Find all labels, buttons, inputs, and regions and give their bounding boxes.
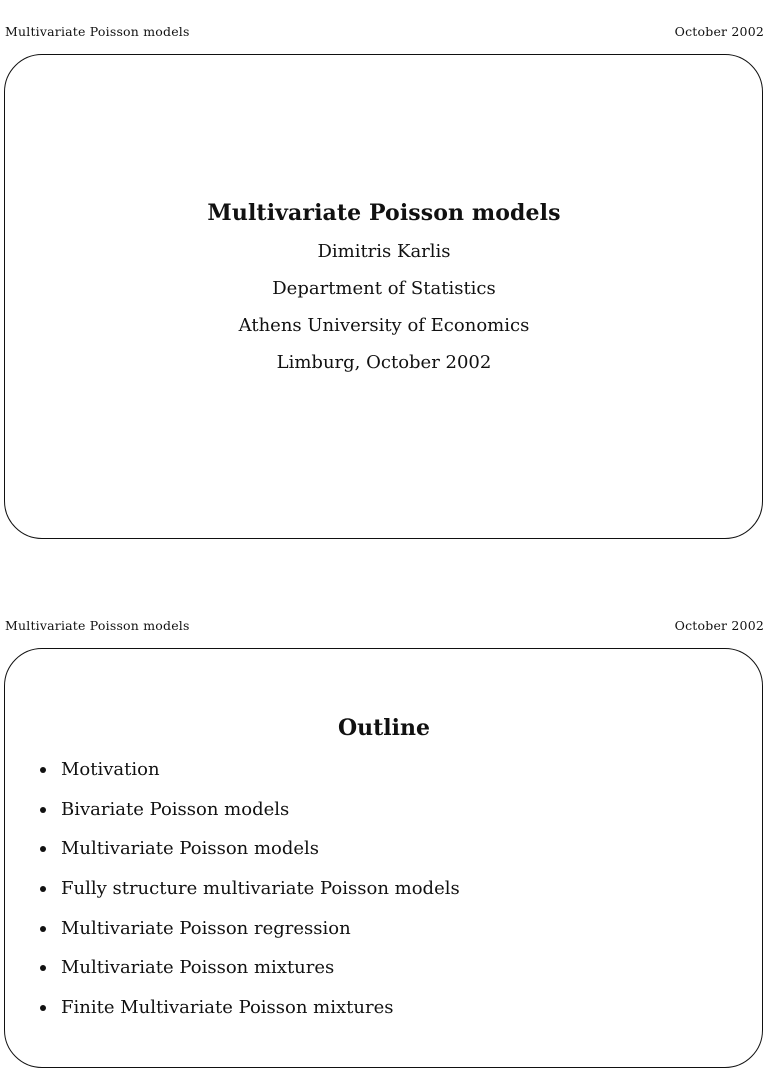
author-name: Dimitris Karlis [317, 241, 451, 262]
bullet-icon [40, 926, 46, 932]
department: Department of Statistics [272, 278, 496, 299]
list-item-text: Motivation [61, 759, 160, 780]
list-item [40, 757, 460, 797]
list-item [40, 836, 460, 876]
bullet-icon [40, 1005, 46, 1011]
outline-title: Outline [337, 715, 431, 741]
slide-1-header-title: Multivariate Poisson models [5, 24, 190, 39]
list-item [40, 995, 460, 1035]
slide-2-header-title: Multivariate Poisson models [5, 618, 190, 633]
list-item [40, 876, 460, 916]
list-item-text: Multivariate Poisson mixtures [61, 957, 335, 979]
bullet-icon [40, 807, 46, 813]
slide-1-title: Multivariate Poisson models [207, 200, 561, 226]
list-item-text: Multivariate Poisson models [61, 838, 320, 860]
list-item [40, 916, 460, 956]
list-item-text: Multivariate Poisson regression [61, 917, 351, 939]
bullet-icon [40, 965, 46, 971]
outline-list [40, 757, 460, 1035]
list-item [40, 797, 460, 837]
list-item [40, 955, 460, 995]
slide-1-title-block [0, 200, 768, 388]
list-item-text: Finite Multivariate Poisson mixtures [61, 997, 394, 1019]
bullet-icon [40, 846, 46, 852]
university: Athens University of Economics [238, 315, 530, 336]
bullet-icon [40, 767, 46, 773]
slide-1-header-date: October 2002 [674, 24, 764, 39]
slide-2-header-date: October 2002 [674, 618, 764, 633]
bullet-icon [40, 886, 46, 892]
list-item-text: Bivariate Poisson models [61, 798, 290, 820]
list-item-text: Fully structure multivariate Poisson models [61, 878, 460, 900]
venue-date: Limburg, October 2002 [276, 352, 492, 373]
